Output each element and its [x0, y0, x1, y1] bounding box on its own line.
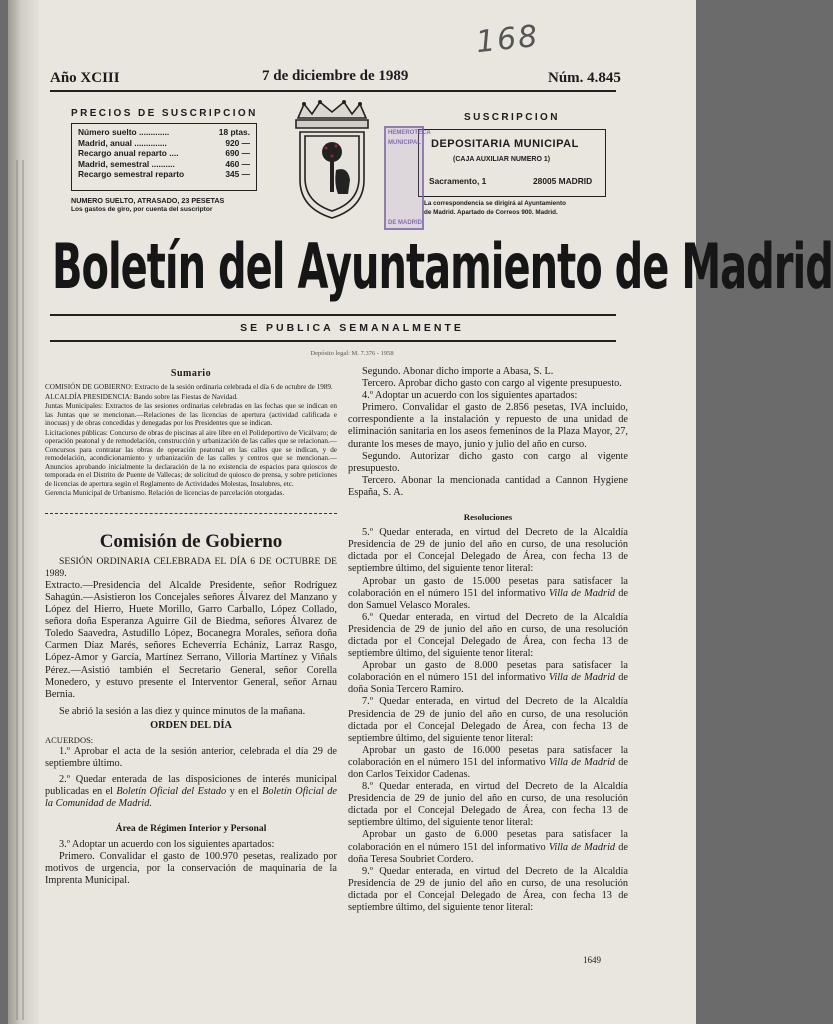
resolution-item [348, 781, 628, 829]
back-issue-note: NUMERO SUELTO, ATRASADO, 23 PESETAS [71, 196, 225, 205]
agreement-item: 1.º Aprobar el acta de la sesión anterior, celebrada el día 29 de septiembre último. [45, 746, 337, 770]
resolution-number: 7.º [362, 696, 373, 708]
text: de don Samuel Velasco Morales. [348, 587, 628, 611]
paragraph: Primero. Convalidar el gasto de 2.856 pesetas, IVA incluido, correspondiente a la instalación y repuesto de una unidad de eliminación sanitaria en los aseos femeninos de la Plaza Mayor, 27, durante los meses de mayo, junio y julio del año en curso. [348, 402, 628, 450]
agreement-item: Primero. Convalidar el gasto de 100.970 pesetas, realizado por motivos de urgencia, por la conservación de maquinaria de la Imprenta Municipal. [45, 850, 337, 886]
text: Quedar enterada, en virtud del Decreto de la Alcaldía Presidencia de 29 de junio del año en curso, de una resolución dictada por el Concejal Delegado de Área, con fecha 13 de septiembre último, del siguiente tenor literal: [348, 527, 628, 575]
stamp-line: MUNICIPAL [388, 140, 421, 146]
handwritten-number: 168 [474, 18, 541, 61]
resolution-text [348, 660, 628, 696]
area-title: Área de Régimen Interior y Personal [115, 822, 267, 834]
resolution-number: 5.º [362, 527, 373, 539]
stamp-line: HEMEROTECA [388, 130, 431, 136]
price-label: Madrid, anual .............. [78, 137, 167, 148]
summary-item: Licitaciones públicas: Concurso de obras de piscinas al aire libre en el Polideportivo de Vicálvaro; de operación peatonal y de remodelación, construcción y urbanización de las calles que se relacionan.—Concursos para contratar las obras de operación peatonal en las calles que se indican, y de remodelación, acondicionamiento y urbanización de las calles y centros que se mencionan.—Anuncios aprobando inicialmente la declaración de la no existencia de espacios para quioscos de temporada en el Distrito de Puente de Vallecas; de solicitud de quiosco de prensa, y sobre peticiones de licencias de apertura según el Reglamento de Actividades Molestas, Insalubres, etc. [45, 428, 337, 488]
price-value: 460 — [225, 158, 250, 169]
summary-title: Sumario [170, 368, 212, 379]
text: Quedar enterada, en virtud del Decreto de la Alcaldía Presidencia de 29 de junio del año en curso, de una resolución dictada por el Concejal Delegado de Área, con fecha 13 de septiembre último, del siguiente tenor literal: [348, 611, 628, 660]
text: Aprobar un gasto de 8.000 pesetas para satisfacer la colaboración en el número 151 del informativo [348, 660, 628, 684]
paragraph: 4.º Adoptar un acuerdo con los siguientes apartados: [362, 390, 578, 402]
resolutions-title: Resoluciones [463, 512, 513, 523]
price-row [78, 169, 250, 180]
resolution-number: 9.º [362, 865, 373, 877]
text: Quedar enterada, en virtud del Decreto de la Alcaldía Presidencia de 29 de junio del año en curso, de una resolución dictada por el Concejal Delegado de Área, con fecha 13 de septiembre último, del siguiente tenor literal: [348, 865, 628, 914]
price-label: Recargo anual reparto .... [78, 148, 179, 159]
resolution-item [348, 696, 628, 744]
caja-label: (CAJA AUXILIAR NUMERO 1) [453, 156, 551, 163]
summary-item: ALCALDÍA PRESIDENCIA: Bando sobre las Fiestas de Navidad. [45, 392, 238, 401]
price-row [78, 148, 250, 159]
spine-texture [14, 160, 28, 1020]
issue-number: Núm. 4.845 [548, 70, 621, 86]
text: Aprobar un gasto de 6.000 pesetas para satisfacer la colaboración en el número 151 del informativo [348, 829, 628, 853]
summary-item: Juntas Municipales: Extractos de las sesiones ordinarias celebradas en las fechas que se indican en las Juntas que se mencionan.—Relaciones de las licencias de apertura (actividad calificada e inocuas) y de obras concedidas y denegadas por los Presidentes que se indican. [45, 402, 337, 428]
text: Villa de Madrid [548, 587, 616, 599]
stamp-line: DE MADRID [388, 220, 422, 226]
depositaria-label: DEPOSITARIA MUNICIPAL [431, 138, 579, 150]
price-row [78, 127, 250, 138]
price-row [78, 159, 250, 170]
prices-table [71, 123, 257, 191]
correspondence-note: La correspondencia se dirigirá al Ayuntamiento [424, 200, 566, 207]
text: Quedar enterada, en virtud del Decreto de la Alcaldía Presidencia de 29 de junio del año en curso, de una resolución dictada por el Concejal Delegado de Área, con fecha 13 de septiembre último, del siguiente tenor literal: [348, 696, 628, 744]
prices-title: PRECIOS DE SUSCRIPCION [71, 108, 258, 119]
price-row [78, 138, 250, 149]
resolution-item [348, 527, 628, 575]
page-number: 1649 [583, 955, 601, 965]
text: 2.º Quedar enterada de las disposiciones de interés municipal publicadas en el [45, 774, 337, 798]
address-label: Sacramento, 1 [429, 176, 487, 186]
paragraph: Segundo. Autorizar dicho gasto con cargo al vigente presupuesto. [348, 450, 628, 474]
right-column [348, 366, 628, 914]
subscription-title: SUSCRIPCION [464, 112, 560, 123]
issue-date: 7 de diciembre de 1989 [262, 68, 409, 84]
resolution-item [348, 866, 628, 914]
legal-deposit: Depósito legal: M. 7.376 - 1958 [310, 350, 394, 357]
text: y en el [226, 786, 263, 798]
resolution-text [348, 745, 628, 781]
paragraph: Segundo. Abonar dicho importe a Abasa, S. L. [362, 366, 554, 377]
price-label: Número suelto ............. [78, 127, 170, 137]
agreement-item: 3.º Adoptar un acuerdo con los siguientes apartados: [59, 838, 275, 850]
text: Boletín Oficial de la Comunidad de Madrid. [45, 786, 337, 810]
left-column [45, 368, 337, 887]
tagline-rule [50, 340, 616, 342]
text: Villa de Madrid [548, 672, 616, 684]
resolution-text [348, 829, 628, 865]
text: Aprobar un gasto de 15.000 pesetas para satisfacer la colaboración en el número 151 del informativo [348, 575, 628, 599]
summary-item: COMISIÓN DE GOBIERNO: Extracto de la sesión ordinaria celebrada el día 6 de octubre de 1989. [45, 383, 333, 392]
masthead-title: Boletín del Ayuntamiento de Madrid [52, 232, 833, 304]
price-value: 345 — [225, 169, 250, 180]
agenda-title: ORDEN DEL DÍA [150, 719, 232, 731]
book-spine [8, 0, 38, 1024]
session-extract: Extracto.—Presidencia del Alcalde Presidente, señor Rodríguez Sahagún.—Asistieron los Concejales señores Álvarez del Manzano y López del Hierro, Huete Morillo, Garro Carballo, López Collado, señora doña Esperanza Aguirre Gil de Biedma, señores Álvarez de Toledo Saavedra, Astudillo López, Bocanegra Morales, señora doña Carmen Díaz Marés, señores Echeverría Echániz, Larraz Rasgo, López-Amor y García, Martínez Serrano, Villoria Martínez y Viñals Pérez.—Asistió también el Secretario General, señor Corella Monedero, y estuvo presente el Interventor General, señor Arnau Bernia. [45, 579, 337, 700]
correspondence-note-2: de Madrid. Apartado de Correos 900. Madrid. [424, 209, 558, 216]
resolution-number: 6.º [362, 611, 373, 623]
postal-label: 28005 MADRID [533, 176, 593, 186]
subscription-box [418, 129, 606, 197]
resolution-text [348, 576, 628, 612]
masthead-rule [50, 314, 616, 316]
postage-note: Los gastos de giro, por cuenta del suscriptor [71, 206, 213, 213]
text: Boletín Oficial del Estado [116, 786, 227, 798]
resolution-item [348, 612, 628, 660]
price-label: Madrid, semestral .......... [78, 158, 175, 169]
text: Aprobar un gasto de 16.000 pesetas para satisfacer la colaboración en el número 151 del informativo [348, 744, 628, 768]
text: de doña Teresa Soubriet Cordero. [348, 841, 628, 865]
tagline: SE PUBLICA SEMANALMENTE [240, 322, 464, 334]
year-label: Año XCIII [50, 70, 120, 86]
price-value: 920 — [225, 137, 250, 148]
summary-item: Gerencia Municipal de Urbanismo. Relación de licencias de parcelación otorgadas. [45, 489, 285, 498]
text: Villa de Madrid [548, 756, 616, 768]
session-opening: Se abrió la sesión a las diez y quince minutos de la mañana. [59, 705, 306, 717]
text: Quedar enterada, en virtud del Decreto de la Alcaldía Presidencia de 29 de junio del año en curso, de una resolución dictada por el Concejal Delegado de Área, con fecha 13 de septiembre último, del siguiente tenor literal: [348, 781, 628, 829]
session-heading: SESIÓN ORDINARIA CELEBRADA EL DÍA 6 DE OCTUBRE DE 1989. [45, 555, 337, 579]
text: de doña Sonia Tercero Ramiro. [348, 672, 628, 696]
paragraph: Tercero. Aprobar dicho gasto con cargo al vigente presupuesto. [362, 378, 622, 390]
paragraph: Tercero. Abonar la mencionada cantidad a Cannon Hygiene España, S. A. [348, 474, 628, 498]
agreements-label: ACUERDOS: [45, 735, 94, 745]
price-value: 690 — [225, 148, 250, 159]
price-label: Recargo semestral reparto [78, 169, 185, 180]
price-value: 18 ptas. [218, 127, 250, 137]
newspaper-page [8, 0, 833, 1024]
text: Villa de Madrid [548, 841, 616, 853]
text: de don Carlos Teixidor Cadenas. [348, 756, 628, 780]
agreement-item [45, 774, 337, 810]
resolution-number: 8.º [362, 781, 373, 793]
section-title: Comisión de Gobierno [99, 530, 283, 552]
header-rule [50, 90, 616, 92]
